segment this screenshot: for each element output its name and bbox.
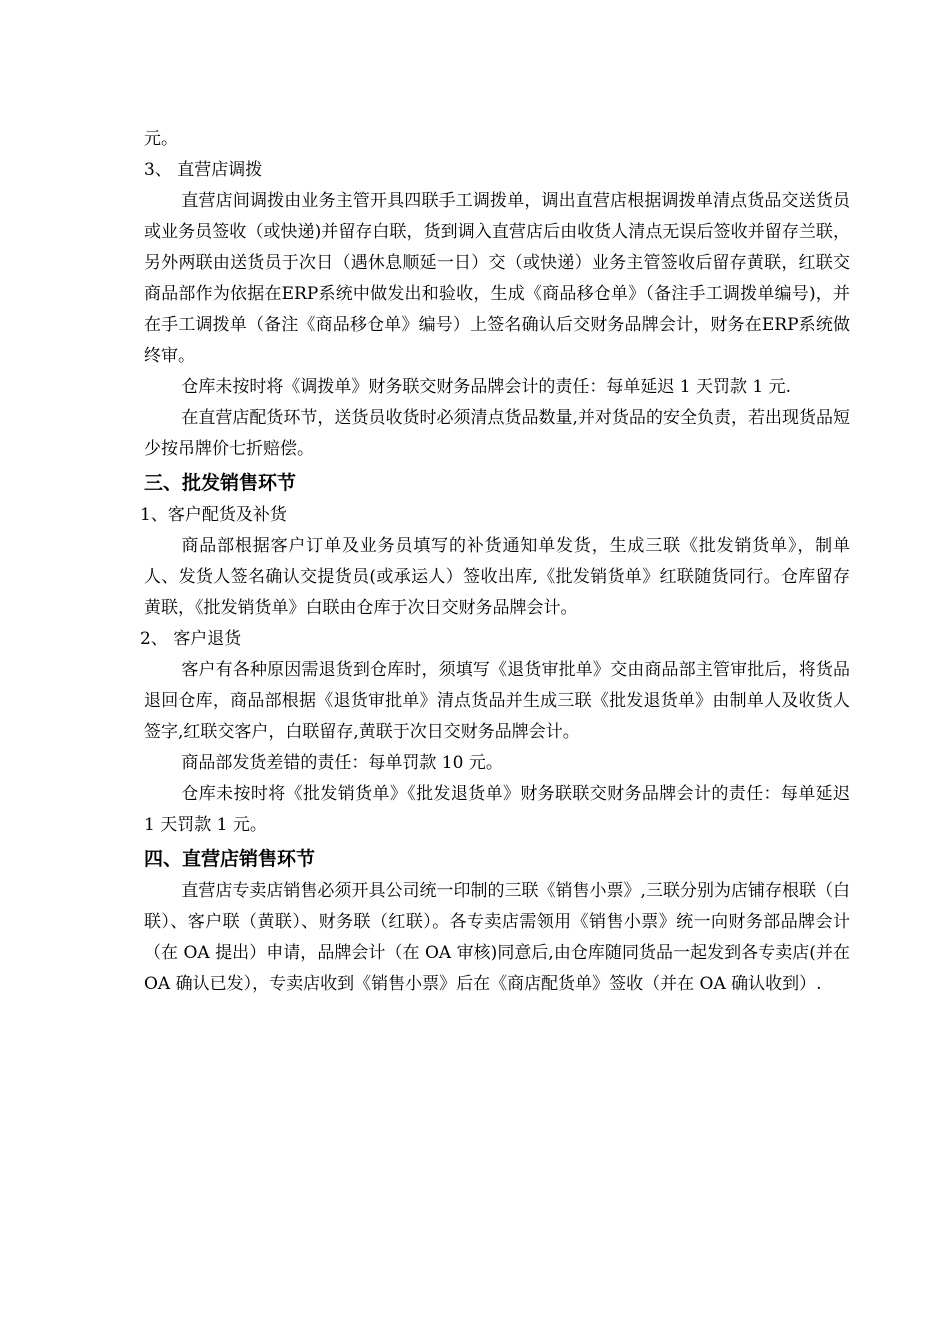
paragraph-customer-return: 客户有各种原因需退货到仓库时，须填写《退货审批单》交由商品部主管审批后，将货品退回仓库，商品部根据《退货审批单》清点货品并生成三联《批发退货单》由制单人及收货人签字,红联交客户，白联留存,黄联于次日交财务品牌会计。 (144, 660, 850, 742)
paragraph-transfer-delivery: 在直营店配货环节，送货员收货时必须清点货品数量,并对货品的安全负责，若出现货品短少按吊牌价七折赔偿。 (144, 408, 850, 459)
paragraph-store-sales: 直营店专卖店销售必须开具公司统一印制的三联《销售小票》,三联分别为店铺存根联（白联）、客户联（黄联）、财务联（红联）。各专卖店需领用《销售小票》统一向财务部品牌会计（在 OA 提出）申请，品牌会计（在 OA 审核)同意后,由仓库随同货品一起发到各专卖店(并在 OA 确认已发），专卖店收到《销售小票》后在《商店配货单》签收（并在 OA 确认收到）. (144, 881, 850, 994)
subsection-title-3-2: 2、 客户退货 (140, 629, 242, 649)
subsection-title-3-1: 1、客户配货及补货 (140, 505, 287, 525)
subsection-title-3: 3、 直营店调拨 (144, 160, 263, 180)
section-heading-4: 四、直营店销售环节 (144, 848, 316, 870)
paragraph-wholesale-penalty: 仓库未按时将《批发销货单》《批发退货单》财务联联交财务品牌会计的责任：每单延迟 1 天罚款 1 元。 (144, 784, 850, 835)
document-body (140, 124, 850, 1000)
section-heading-3: 三、批发销售环节 (144, 472, 297, 494)
paragraph-transfer-procedure: 直营店间调拨由业务主管开具四联手工调拨单，调出直营店根据调拨单清点货品交送货员或业务员签收（或快递)并留存白联，货到调入直营店后由收货人清点无误后签收并留存兰联，另外两联由送货员于次日（遇休息顺延一日）交（或快递）业务主管签收后留存黄联，红联交商品部作为依据在ERP系统中做发出和验收，生成《商品移仓单》（备注手工调拨单编号)，并在手工调拨单（备注《商品移仓单》编号）上签名确认后交财务品牌会计，财务在ERP系统做终审。 (144, 191, 850, 366)
paragraph-continuation: 元。 (144, 129, 178, 149)
paragraph-shipping-error-penalty: 商品部发货差错的责任：每单罚款 10 元。 (181, 753, 503, 773)
paragraph-customer-distribution: 商品部根据客户订单及业务员填写的补货通知单发货，生成三联《批发销货单》，制单人、发货人签名确认交提货员(或承运人）签收出库,《批发销货单》红联随货同行。仓库留存黄联，《批发销货单》白联由仓库于次日交财务品牌会计。 (144, 536, 850, 618)
paragraph-transfer-penalty: 仓库未按时将《调拨单》财务联交财务品牌会计的责任：每单延迟 1 天罚款 1 元. (181, 377, 792, 397)
